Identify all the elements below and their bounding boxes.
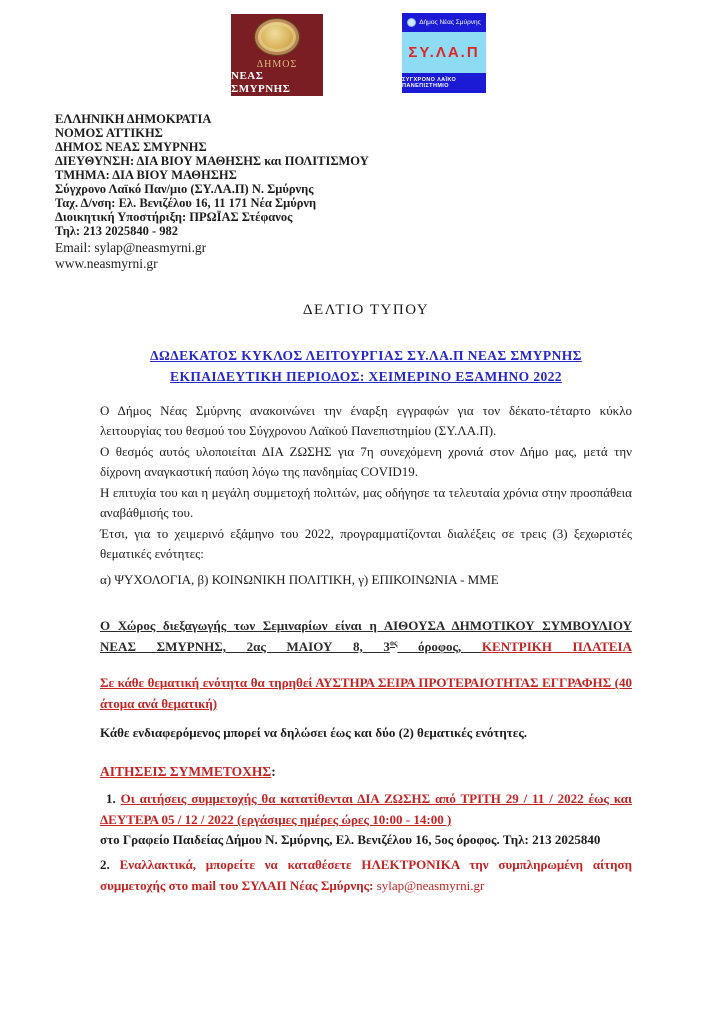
paragraph-semester: Έτσι, για το χειμερινό εξάμηνο του 2022, προγραμματίζονται διαλέξεις σε τρεις (3) ξεχωριστές θεματικές ενότητες: (100, 526, 632, 561)
venue-ordinal-superscript: ος (389, 638, 398, 648)
sylap-logo-header (402, 13, 486, 32)
paragraph-announcement: Ο Δήμος Νέας Σμύρνης ανακοινώνει την έναρξη εγγραφών για τον δέκατο-τέταρτο κύκλο λειτουργίας του θεσμού του Σύγχρονου Λαϊκού Πανεπιστημίου (ΣΥ.ΛΑ.Π). (100, 403, 632, 438)
topics-line: α) ΨΥΧΟΛΟΓΙΑ, β) ΚΟΙΝΩΝΙΚΗ ΠΟΛΙΤΙΚΗ, γ) ΕΠΙΚΟΙΝΩΝΙΑ - ΜΜΕ (100, 572, 499, 587)
municipality-seal-icon (254, 18, 300, 56)
letterhead-website: www.neasmyrni.gr (55, 256, 158, 271)
sylap-logo-header-text: Δήμος Νέας Σμύρνης (419, 19, 481, 26)
application-item-1-number: 1. (106, 791, 116, 806)
letterhead-line-address: Ταχ. Δ/νση: Ελ. Βενιζέλου 16, 11 171 Νέα Σμύρνη (55, 196, 317, 210)
sylap-logo-subtitle: ΣΥΓΧΡΟΝΟ ΛΑΪΚΟ ΠΑΝΕΠΙΣΤΗΜΙΟ (402, 77, 457, 89)
application-item-2 (100, 854, 632, 896)
venue-text-part1: Ο Χώρος διεξαγωγής των Σεμιναρίων είναι η ΑΙΘΟΥΣΑ ΔΗΜΟΤΙΚΟΥ ΣΥΜΒΟΥΛΙΟΥ ΝΕΑΣ ΣΜΥΡΝΗΣ, 2ας ΜΑΙΟΥ 8, 3 (100, 618, 632, 654)
letterhead-line-phone: Τηλ: 213 2025840 - 982 (55, 224, 179, 238)
press-release-title: ΔΕΛΤΙΟ ΤΥΠΟΥ (302, 302, 430, 318)
venue-highlight-central-square: ΚΕΝΤΡΙΚΗ ΠΛΑΤΕΙΑ (481, 639, 632, 654)
document-body (100, 300, 632, 896)
letterhead-line-prefecture: ΝΟΜΟΣ ΑΤΤΙΚΗΣ (55, 126, 163, 140)
application-item-2-text: Εναλλακτικά, μπορείτε να καταθέσετε ΗΛΕΚΤΡΟΝΙΚΑ την συμπληρωμένη αίτηση συμμετοχής στο mail του ΣΥΛΑΠ Νέας Σμύρνης: (100, 857, 633, 893)
venue-paragraph (100, 615, 632, 657)
heading-cycle: ΔΩΔΕΚΑΤΟΣ ΚΥΚΛΟΣ ΛΕΙΤΟΥΡΓΙΑΣ ΣΥ.ΛΑ.Π ΝΕΑΣ ΣΜΥΡΝΗΣ (150, 348, 582, 363)
applications-heading-colon: : (271, 764, 276, 779)
heading-period: ΕΚΠΑΙΔΕΥΤΙΚΗ ΠΕΡΙΟΔΟΣ: ΧΕΙΜΕΡΙΝΟ ΕΞΑΜΗΝΟ 2022 (170, 369, 562, 384)
application-location: στο Γραφείο Παιδείας Δήμου Ν. Σμύρνης, Ελ. Βενιζέλου 16, 5ος όροφος. Τηλ: 213 2025840 (100, 832, 601, 847)
paragraph-in-person: Ο θεσμός αυτός υλοποιείται ΔΙΑ ΖΩΣΗΣ για 7η συνεχόμενη χρονιά στον Δήμο μας, μετά την δίχρονη αναγκαστική παύση λόγω της πανδημίας COVID19. (100, 444, 632, 479)
priority-notice: Σε κάθε θεματική ενότητα θα τηρηθεί ΑΥΣΤΗΡΑ ΣΕΙΡΑ ΠΡΟΤΕΡΑΙΟΤΗΤΑΣ ΕΓΓΡΑΦΗΣ (40 άτομα ανά θεματική) (100, 675, 632, 711)
application-item-1 (100, 788, 632, 830)
letterhead (55, 112, 475, 272)
sylap-logo (402, 13, 486, 93)
letterhead-line-support: Διοικητική Υποστήριξη: ΠΡΩΪΑΣ Στέφανος (55, 210, 293, 224)
sylap-logo-acronym: ΣΥ.ΛΑ.Π (402, 32, 486, 73)
application-email: sylap@neasmyrni.gr (376, 878, 485, 893)
municipality-logo-line2: ΝΕΑΣ ΣΜΥΡΝΗΣ (231, 70, 291, 95)
paragraph-success: Η επιτυχία του και η μεγάλη συμμετοχή πολιτών, μας οδήγησε τα τελευταία χρόνια στην προσπάθεια αναβάθμισής του. (100, 485, 632, 520)
letterhead-line-directorate: ΔΙΕΥΘΥΝΣΗ: ΔΙΑ ΒΙΟΥ ΜΑΘΗΣΗΣ και ΠΟΛΙΤΙΣΜΟΥ (55, 154, 369, 168)
letterhead-line-department: ΤΜΗΜΑ: ΔΙΑ ΒΙΟΥ ΜΑΘΗΣΗΣ (55, 168, 237, 182)
letterhead-line-municipality: ΔΗΜΟΣ ΝΕΑΣ ΣΜΥΡΝΗΣ (55, 140, 207, 154)
letterhead-email: Email: sylap@neasmyrni.gr (55, 240, 207, 255)
municipality-logo-line1: ΔΗΜΟΣ (256, 59, 298, 70)
sylap-emblem-icon (407, 18, 416, 27)
applications-heading (100, 761, 632, 782)
municipality-logo (231, 14, 323, 96)
applications-heading-text: ΑΙΤΗΣΕΙΣ ΣΥΜΜΕΤΟΧΗΣ (100, 764, 272, 779)
application-item-1-text: Οι αιτήσεις συμμετοχής θα κατατίθενται ΔΙΑ ΖΩΣΗΣ από ΤΡΙΤΗ 29 / 11 / 2022 έως και ΔΕΥΤΕΡΑ 05 / 12 / 2022 (εργάσιμες ημέρες ώρες 10:00 - 14:00 ) (100, 791, 633, 827)
two-topics-note: Κάθε ενδιαφερόμενος μπορεί να δηλώσει έως και δύο (2) θεματικές ενότητες. (100, 725, 528, 740)
letterhead-line-sylap: Σύγχρονο Λαϊκό Παν/μιο (ΣΥ.ΛΑ.Π) Ν. Σμύρνης (55, 182, 314, 196)
venue-text-part2: όροφος, (397, 639, 482, 654)
application-item-2-number: 2. (100, 857, 110, 872)
letterhead-line-republic: ΕΛΛΗΝΙΚΗ ΔΗΜΟΚΡΑΤΙΑ (55, 112, 212, 126)
